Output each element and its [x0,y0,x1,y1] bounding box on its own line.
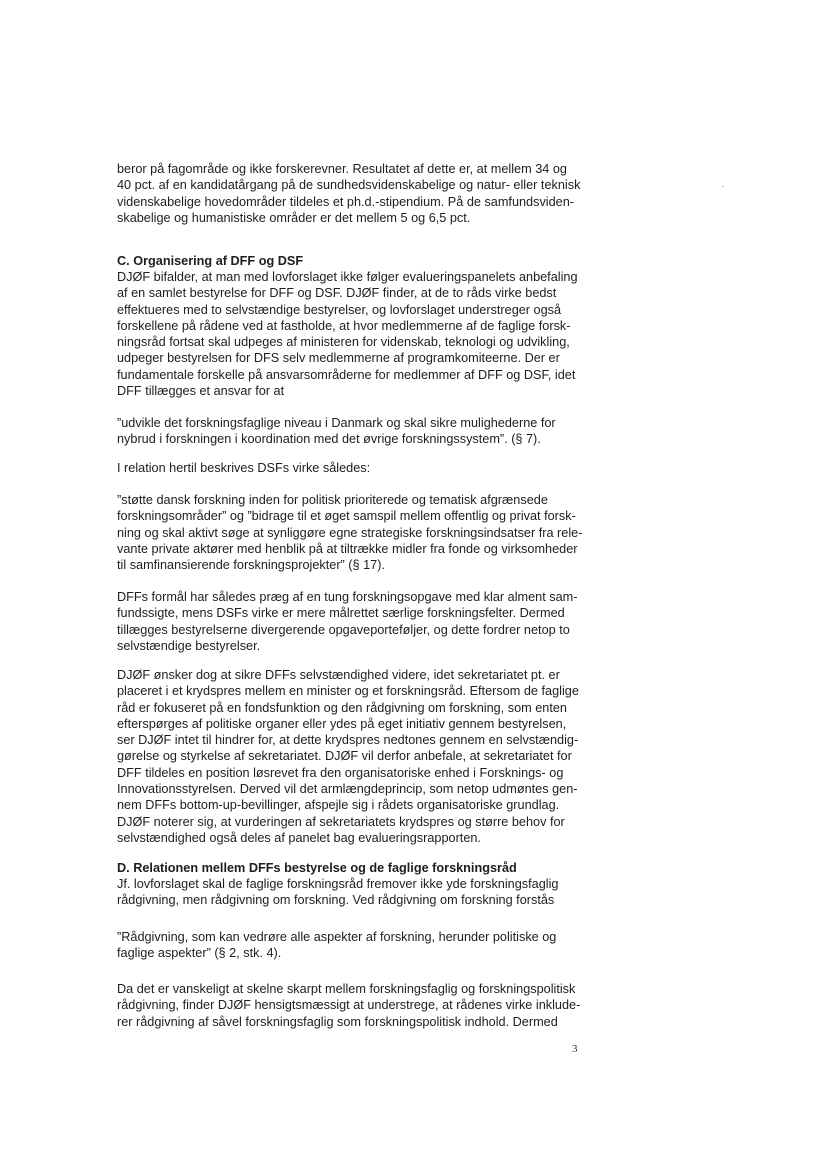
block-d-paragraph-1 [117,876,617,909]
text-line: efterspørges af politiske organer eller ydes på eget initiativ gennem bestyrelsen, [117,716,567,731]
text-line: tillægges bestyrelserne divergerende opgaveporteføljer, og dette fordrer netop to [117,622,570,637]
text-line: fundssigte, mens DSFs virke er mere målrettet særlige forskningsfelter. Dermed [117,606,565,621]
text-line: udpeger bestyrelsen for DFS selv medlemmerne af programkomiteerne. Der er [117,351,560,366]
text-line: ”Rådgivning, som kan vedrøre alle aspekter af forskning, herunder politiske og [117,930,557,944]
block-d-paragraph-2 [117,981,617,1030]
text-line: DJØF ønsker dog at sikre DFFs selvstændighed videre, idet sekretariatet pt. er [117,668,560,682]
text-line: DFF tillægges et ansvar for at [117,384,285,399]
text-line: selvstændighed også deles af panelet bag evalueringsrapporten. [117,830,481,845]
section-c-heading [117,253,617,269]
text-line: selvstændige bestyrelser. [117,638,261,653]
text-line: Jf. lovforslaget skal de faglige forskningsråd fremover ikke yde forskningsfaglig [117,877,559,891]
scan-artifact [722,186,724,187]
block-intro-paragraph [117,161,617,226]
page-number: 3 [572,1043,578,1055]
section-d-heading [117,860,617,876]
block-c-paragraph-1 [117,269,617,399]
text-line: fundamentale forskelle på ansvarsområderne for medlemmer af DFF og DSF, idet [117,367,576,382]
text-line: DFFs formål har således præg af en tung forskningsopgave med klar alment sam- [117,590,578,604]
block-d-quote-1 [117,929,617,962]
text-line: videnskabelige hovedområder tildeles et ph.d.-stipendium. På de samfundsviden- [117,194,575,209]
text-line: rådgivning, men rådgivning om forskning. Ved rådgivning om forskning forstås [117,893,555,908]
text-line: beror på fagområde og ikke forskerevner. Resultatet af dette er, at mellem 34 og [117,162,567,176]
text-line: Innovationsstyrelsen. Derved vil det armlængdeprincip, som netop udmøntes gen- [117,782,578,797]
text-line: til samfinansierende forskningsprojekter” (§ 17). [117,558,385,573]
text-line: effektueres med to selvstændige bestyrelser, og lovforslaget understreger også [117,302,562,317]
text-line: Da det er vanskeligt at skelne skarpt mellem forskningsfaglig og forskningspolitisk [117,982,576,996]
block-c-paragraph-4 [117,667,617,846]
text-line: råd er fokuseret på en fondsfunktion og den rådgivning om forskning, som enten [117,700,567,715]
text-line: DJØF bifalder, at man med lovforslaget ikke følger evalueringspanelets anbefaling [117,270,578,284]
text-line: I relation hertil beskrives DSFs virke således: [117,461,371,475]
text-line: ”støtte dansk forskning inden for politisk prioriterede og tematisk afgrænsede [117,493,548,507]
text-line: ”udvikle det forskningsfaglige niveau i Danmark og skal sikre mulighederne for [117,416,556,430]
text-line: placeret i et krydspres mellem en minister og et forskningsråd. Eftersom de faglige [117,684,579,699]
text-line: DJØF noterer sig, at vurderingen af sekretariatets krydspres og større behov for [117,814,565,829]
text-line: nybrud i forskningen i koordination med det øvrige forskningssystem”. (§ 7). [117,432,541,447]
text-line: nem DFFs bottom-up-bevillinger, afspejle sig i rådets organisatoriske grundlag. [117,798,560,813]
heading-text: C. Organisering af DFF og DSF [117,254,304,268]
text-line: forskningsområder” og ”bidrage til et øget samspil mellem offentlig og privat forsk- [117,509,576,524]
text-line: ning og skal aktivt søge at synliggøre egne strategiske forskningsindsatser fra rele- [117,525,583,540]
text-line: vante private aktører med henblik på at tiltrække midler fra fonde og virksomheder [117,541,578,556]
text-line: DFF tildeles en position løsrevet fra den organisatoriske enhed i Forsknings- og [117,765,564,780]
text-line: af en samlet bestyrelse for DFF og DSF. DJØF finder, at de to råds virke bedst [117,286,557,301]
text-line: ningsråd fortsat skal udpeges af ministeren for videnskab, teknologi og udvikling, [117,335,570,350]
text-line: rer rådgivning af såvel forskningsfaglig som forskningspolitisk indhold. Dermed [117,1014,558,1029]
block-c-quote-2 [117,492,617,573]
text-line: 40 pct. af en kandidatårgang på de sundhedsvidenskabelige og natur- eller teknisk [117,178,581,193]
block-c-quote-1 [117,415,617,448]
text-line: rådgivning, finder DJØF hensigtsmæssigt at understrege, at rådenes virke inklude- [117,998,581,1013]
heading-text: D. Relationen mellem DFFs bestyrelse og de faglige forskningsråd [117,861,517,875]
text-line: forskellene på rådene ved at fastholde, at hvor medlemmerne af de faglige forsk- [117,318,571,333]
text-line: faglige aspekter” (§ 2, stk. 4). [117,946,282,961]
block-c-paragraph-2 [117,460,617,476]
text-line: ser DJØF intet til hindrer for, at dette krydspres nedtones gennem en selvstændig- [117,733,579,748]
text-line: gørelse og styrkelse af sekretariatet. DJØF vil derfor anbefale, at sekretariatet for [117,749,572,764]
text-line: skabelige og humanistiske områder er det mellem 5 og 6,5 pct. [117,210,471,225]
block-c-paragraph-3 [117,589,617,654]
